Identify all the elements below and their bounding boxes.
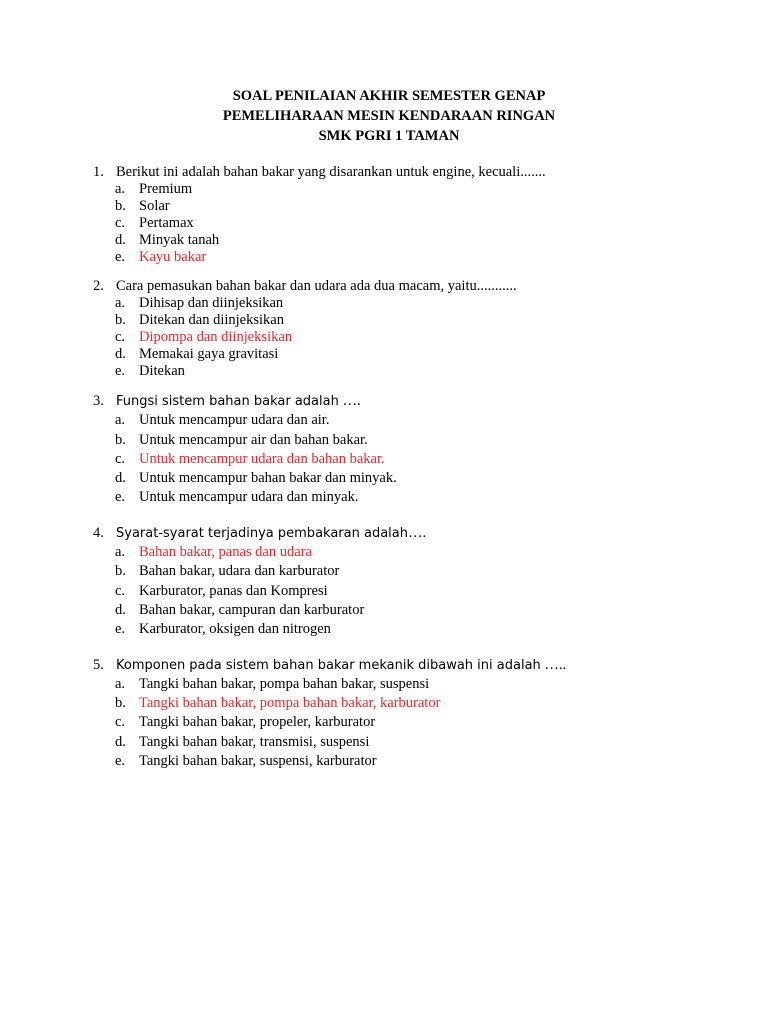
option-a: [93, 543, 733, 562]
option-text: Premium: [139, 181, 193, 197]
option-d: [93, 232, 733, 249]
header-title: SOAL PENILAIAN AKHIR SEMESTER GENAP: [232, 88, 546, 104]
option-text: Ditekan: [139, 363, 185, 379]
option-letter: d.: [115, 733, 126, 750]
option-e: [93, 620, 733, 639]
option-letter: e.: [115, 489, 126, 506]
option-letter: b.: [115, 695, 126, 712]
question-number: 2.: [93, 278, 104, 294]
option-letter: b.: [115, 563, 126, 580]
option-list: [93, 543, 733, 639]
option-letter: b.: [115, 431, 126, 448]
option-d: [93, 346, 733, 363]
option-letter: a.: [115, 675, 126, 692]
option-b: [93, 694, 733, 713]
option-text-answer: Kayu bakar: [139, 249, 207, 265]
question-text: [93, 524, 733, 543]
option-a: [93, 411, 733, 430]
option-text: Untuk mencampur bahan bakar dan minyak.: [139, 470, 397, 487]
option-text: Pertamax: [139, 215, 194, 231]
option-e: [93, 363, 733, 380]
option-text: Dihisap dan diinjeksikan: [139, 295, 284, 311]
option-letter: c.: [115, 329, 126, 345]
option-b: [93, 562, 733, 581]
option-letter: d.: [115, 232, 126, 248]
question-text: [93, 278, 733, 295]
question-prompt: Cara pemasukan bahan bakar dan udara ada dua macam, yaitu...........: [116, 278, 517, 294]
option-text: Tangki bahan bakar, suspensi, karburator: [139, 753, 377, 770]
question-number: 1.: [93, 164, 104, 180]
option-a: [93, 295, 733, 312]
option-e: [93, 488, 733, 507]
option-letter: e.: [115, 249, 126, 265]
option-text-answer: Untuk mencampur udara dan bahan bakar.: [139, 450, 385, 467]
option-text: Karburator, panas dan Kompresi: [139, 582, 328, 599]
question-ellipsis: ….: [338, 393, 361, 409]
option-letter: e.: [115, 621, 126, 638]
option-letter: b.: [115, 198, 126, 214]
option-e: [93, 249, 733, 266]
option-letter: c.: [115, 450, 126, 467]
option-text: Untuk mencampur air dan bahan bakar.: [139, 431, 368, 448]
option-letter: b.: [115, 312, 126, 328]
option-text: Untuk mencampur udara dan minyak.: [139, 489, 359, 506]
question-number: 5.: [93, 656, 104, 673]
option-d: [93, 469, 733, 488]
question-number: 4.: [93, 524, 104, 541]
option-list: [93, 411, 733, 507]
option-text: Ditekan dan diinjeksikan: [139, 312, 284, 328]
option-a: [93, 181, 733, 198]
option-letter: d.: [115, 470, 126, 487]
option-a: [93, 675, 733, 694]
option-text: Solar: [139, 198, 170, 214]
option-letter: c.: [115, 582, 126, 599]
option-letter: a.: [115, 295, 126, 311]
option-text-answer: Tangki bahan bakar, pompa bahan bakar, karburator: [139, 695, 441, 712]
option-text-answer: Bahan bakar, panas dan udara: [139, 544, 312, 561]
question-prompt: Syarat-syarat terjadinya pembakaran adalah: [116, 525, 408, 541]
question-ellipsis: ….: [407, 524, 427, 541]
option-b: [93, 312, 733, 329]
option-letter: a.: [115, 181, 126, 197]
question-3: [93, 392, 733, 508]
question-list: [93, 164, 733, 783]
option-text: Memakai gaya gravitasi: [139, 346, 279, 362]
option-text: Tangki bahan bakar, propeler, karburator: [139, 714, 376, 731]
option-c: [93, 329, 733, 346]
option-b: [93, 198, 733, 215]
option-d: [93, 601, 733, 620]
option-letter: d.: [115, 346, 126, 362]
question-ellipsis: …..: [540, 656, 567, 673]
exam-header: [0, 86, 768, 146]
header-subject: PEMELIHARAAN MESIN KENDARAAN RINGAN: [222, 108, 556, 124]
option-list: [93, 181, 733, 266]
option-letter: a.: [115, 544, 126, 561]
option-c: [93, 450, 733, 469]
option-text-answer: Dipompa dan diinjeksikan: [139, 329, 293, 345]
option-b: [93, 431, 733, 450]
option-letter: a.: [115, 412, 126, 429]
option-text: Tangki bahan bakar, pompa bahan bakar, suspensi: [139, 675, 430, 692]
question-number: 3.: [93, 393, 104, 409]
question-text: [93, 656, 733, 675]
question-prompt: Berikut ini adalah bahan bakar yang disarankan untuk engine, kecuali.......: [116, 164, 546, 180]
option-text: Untuk mencampur udara dan air.: [139, 412, 330, 429]
option-d: [93, 733, 733, 752]
option-list: [93, 295, 733, 380]
question-1: [93, 164, 733, 266]
question-prompt: Fungsi sistem bahan bakar adalah: [116, 394, 339, 409]
option-text: Tangki bahan bakar, transmisi, suspensi: [139, 733, 370, 750]
option-letter: c.: [115, 714, 126, 731]
question-prompt: Komponen pada sistem bahan bakar mekanik dibawah ini adalah: [116, 657, 541, 673]
header-school: SMK PGRI 1 TAMAN: [318, 128, 460, 144]
question-2: [93, 278, 733, 380]
option-text: Karburator, oksigen dan nitrogen: [139, 621, 331, 638]
question-text: [93, 164, 733, 181]
question-5: [93, 656, 733, 772]
question-text: [93, 392, 733, 411]
option-list: [93, 675, 733, 771]
option-c: [93, 582, 733, 601]
option-letter: e.: [115, 363, 126, 379]
option-e: [93, 752, 733, 771]
option-text: Bahan bakar, udara dan karburator: [139, 563, 340, 580]
option-letter: e.: [115, 753, 126, 770]
option-text: Minyak tanah: [139, 232, 220, 248]
option-c: [93, 713, 733, 732]
question-4: [93, 524, 733, 640]
option-c: [93, 215, 733, 232]
option-letter: c.: [115, 215, 126, 231]
option-text: Bahan bakar, campuran dan karburator: [139, 601, 365, 618]
option-letter: d.: [115, 601, 126, 618]
